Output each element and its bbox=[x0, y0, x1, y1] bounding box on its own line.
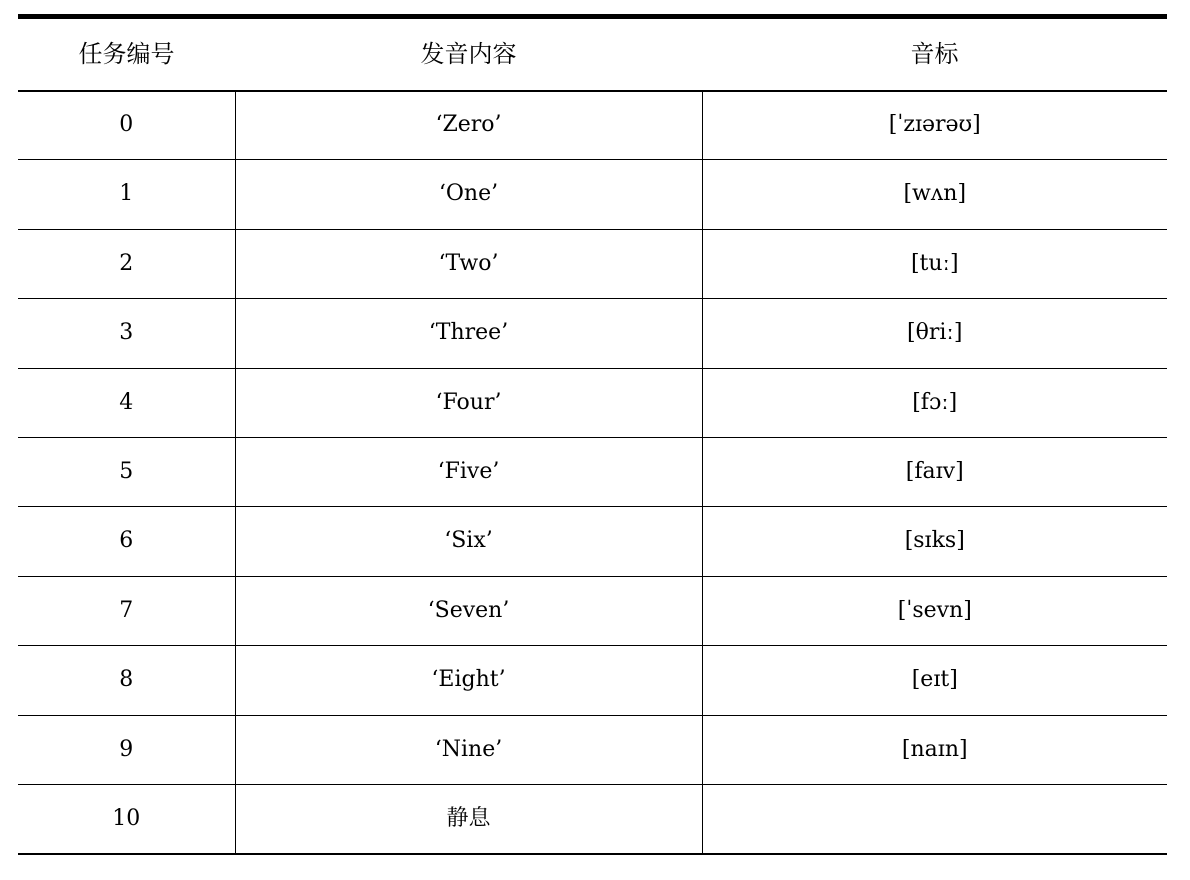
table-row bbox=[18, 437, 1167, 506]
content-cell: ‘Eight’ bbox=[235, 646, 702, 715]
content-cell: 静息 bbox=[235, 784, 702, 853]
phonetic-cell: [wʌn] bbox=[702, 160, 1167, 229]
table-row bbox=[18, 229, 1167, 298]
table-row bbox=[18, 507, 1167, 576]
content-cell: ‘One’ bbox=[235, 160, 702, 229]
content-cell: ‘Four’ bbox=[235, 368, 702, 437]
table-header bbox=[18, 17, 1167, 91]
content-cell: ‘Five’ bbox=[235, 437, 702, 506]
task-id-cell: 6 bbox=[18, 507, 235, 576]
phonetic-cell: [eɪt] bbox=[702, 646, 1167, 715]
table-row bbox=[18, 368, 1167, 437]
pronunciation-table bbox=[18, 14, 1167, 855]
header-phonetic: 音标 bbox=[702, 17, 1167, 91]
table-row bbox=[18, 91, 1167, 160]
task-id-cell: 0 bbox=[18, 91, 235, 160]
table-row bbox=[18, 784, 1167, 853]
task-id-cell: 10 bbox=[18, 784, 235, 853]
task-id-cell: 9 bbox=[18, 715, 235, 784]
task-id-cell: 5 bbox=[18, 437, 235, 506]
phonetic-cell: [faɪv] bbox=[702, 437, 1167, 506]
header-row bbox=[18, 17, 1167, 91]
table-row bbox=[18, 299, 1167, 368]
table-row bbox=[18, 715, 1167, 784]
phonetic-cell: [ˈzɪərəʊ] bbox=[702, 91, 1167, 160]
phonetic-cell: [tuː] bbox=[702, 229, 1167, 298]
content-cell: ‘Two’ bbox=[235, 229, 702, 298]
table-row bbox=[18, 160, 1167, 229]
task-id-cell: 2 bbox=[18, 229, 235, 298]
content-cell: ‘Nine’ bbox=[235, 715, 702, 784]
task-id-cell: 3 bbox=[18, 299, 235, 368]
phonetic-cell bbox=[702, 784, 1167, 853]
header-content: 发音内容 bbox=[235, 17, 702, 91]
phonetic-cell: [ˈsevn] bbox=[702, 576, 1167, 645]
table-row bbox=[18, 576, 1167, 645]
task-id-cell: 1 bbox=[18, 160, 235, 229]
header-task-id: 任务编号 bbox=[18, 17, 235, 91]
content-cell: ‘Six’ bbox=[235, 507, 702, 576]
phonetic-cell: [θriː] bbox=[702, 299, 1167, 368]
content-cell: ‘Three’ bbox=[235, 299, 702, 368]
task-id-cell: 4 bbox=[18, 368, 235, 437]
table-body bbox=[18, 91, 1167, 854]
phonetic-cell: [naɪn] bbox=[702, 715, 1167, 784]
phonetic-cell: [fɔː] bbox=[702, 368, 1167, 437]
content-cell: ‘Seven’ bbox=[235, 576, 702, 645]
task-id-cell: 7 bbox=[18, 576, 235, 645]
pronunciation-table-container bbox=[18, 14, 1167, 855]
task-id-cell: 8 bbox=[18, 646, 235, 715]
phonetic-cell: [sɪks] bbox=[702, 507, 1167, 576]
table-row bbox=[18, 646, 1167, 715]
content-cell: ‘Zero’ bbox=[235, 91, 702, 160]
